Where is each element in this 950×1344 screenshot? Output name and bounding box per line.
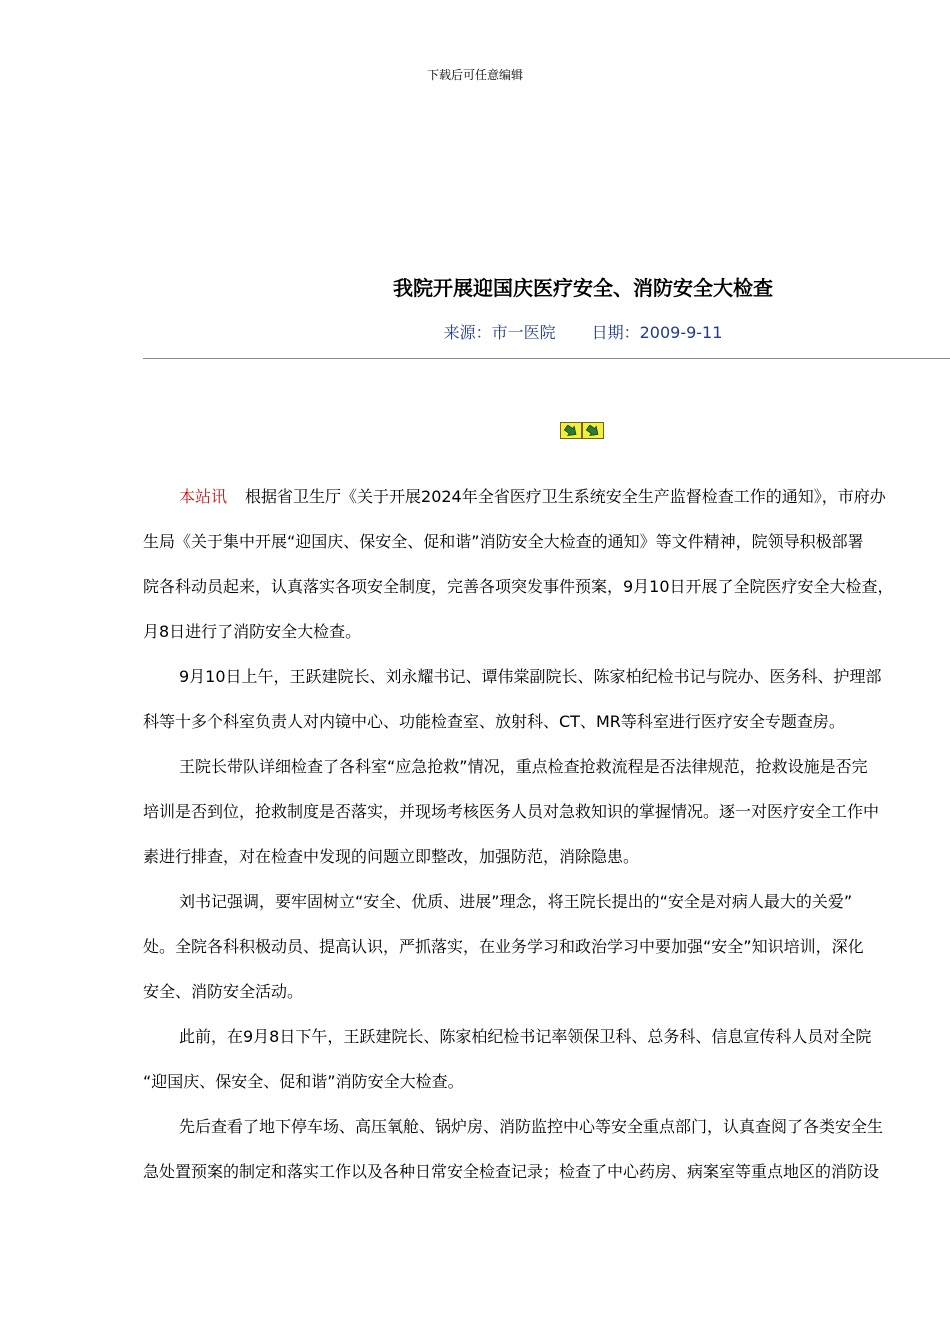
paragraph-line: 安全、消防安全活动。 — [143, 982, 304, 1001]
paragraph-line: 先后查看了地下停车场、高压氧舱、锅炉房、消防监控中心等安全重点部门，认真查阅了各类安全生 — [179, 1117, 884, 1136]
paragraph-line: 科等十多个科室负责人对内镜中心、功能检查室、放射科、CT、MR等科室进行医疗安全专题查房。 — [143, 712, 845, 731]
next-arrow-icon[interactable] — [582, 422, 604, 439]
article-date: 日期：2009-9-11 — [591, 323, 723, 342]
paragraph-line: 急处置预案的制定和落实工作以及各种日常安全检查记录；检查了中心药房、病案室等重点地区的消防设 — [143, 1162, 880, 1181]
paragraph-line: 素进行排查，对在检查中发现的问题立即整改，加强防范，消除隐患。 — [143, 847, 640, 866]
header-note: 下载后可任意编辑 — [426, 68, 523, 82]
site-tag: 本站讯 — [179, 487, 228, 506]
paragraph-line: 处。全院各科积极动员、提高认识，严抓落实，在业务学习和政治学习中要加强“安全”知识培训，深化 — [143, 937, 864, 956]
title-divider — [143, 358, 950, 359]
article-body — [143, 474, 950, 1194]
paragraph — [143, 654, 950, 744]
paragraph — [143, 1104, 950, 1194]
paragraph — [143, 879, 950, 1014]
next-arrow-icon[interactable] — [560, 422, 582, 439]
article-title: 我院开展迎国庆医疗安全、消防安全大检查 — [393, 276, 773, 300]
paragraph-line: 生局《关于集中开展“迎国庆、保安全、促和谐”消防安全大检查的通知》等文件精神，院领导积极部署 — [143, 532, 864, 551]
article-meta — [216, 320, 950, 343]
paragraph — [143, 1014, 950, 1104]
article-source: 来源：市一医院 — [443, 323, 556, 342]
paragraph-line: 此前，在9月8日下午，王跃建院长、陈家柏纪检书记率领保卫科、总务科、信息宣传科人员对全院 — [179, 1027, 872, 1046]
nav-icon-bar[interactable] — [560, 422, 604, 439]
paragraph-line: 9月10日上午，王跃建院长、刘永耀书记、谭伟棠副院长、陈家柏纪检书记与院办、医务科、护理部 — [179, 667, 882, 686]
paragraph-line: 刘书记强调，要牢固树立“安全、优质、进展”理念，将王院长提出的“安全是对病人最大的关爱” — [179, 892, 853, 911]
paragraph-line: 培训是否到位，抢救制度是否落实，并现场考核医务人员对急救知识的掌握情况。逐一对医疗安全工作中 — [143, 802, 880, 821]
paragraph-line: 王院长带队详细检查了各科室“应急抢救”情况，重点检查抢救流程是否法律规范，抢救设施是否完 — [179, 757, 868, 776]
paragraph — [143, 744, 950, 879]
paragraph — [143, 474, 950, 654]
paragraph-line: 月8日进行了消防安全大检查。 — [143, 622, 362, 641]
paragraph-line: “迎国庆、保安全、促和谐”消防安全大检查。 — [143, 1072, 464, 1091]
paragraph-line: 院各科动员起来，认真落实各项安全制度，完善各项突发事件预案，9月10日开展了全院医疗安全大检查， — [143, 577, 894, 596]
paragraph-line: 本站讯 根据省卫生厅《关于开展2024年全省医疗卫生系统安全生产监督检查工作的通知》，市府办 — [179, 487, 886, 506]
